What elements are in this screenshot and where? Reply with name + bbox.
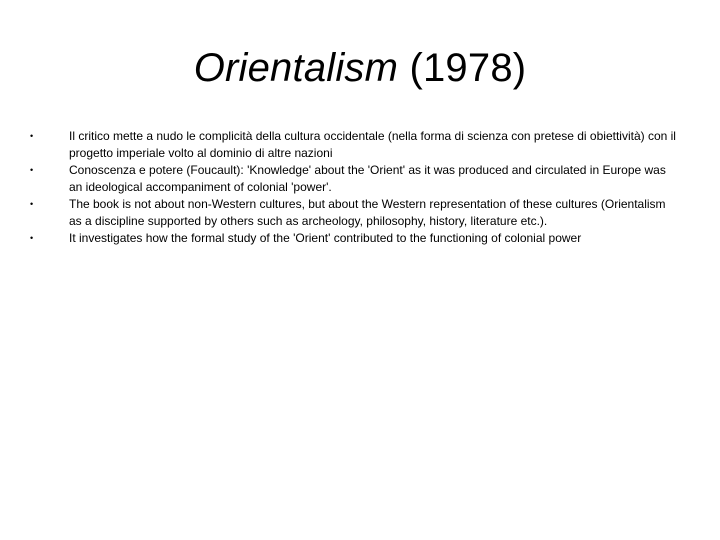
bullet-dot-icon: • [30,233,34,243]
bullet-text: It investigates how the formal study of the 'Orient' contributed to the functioning of colonial power [69,231,582,245]
bullet-dot-icon: • [30,165,34,175]
bullet-item [30,196,680,230]
bullet-item [30,128,680,162]
slide-title-year: (1978) [398,46,527,90]
bullet-text: Conoscenza e potere (Foucault): 'Knowledge' about the 'Orient' as it was produced and circulated in Europe was an ideological accompaniment of colonial 'power'. [69,163,666,194]
slide-title [0,44,720,92]
bullet-text: Il critico mette a nudo le complicità della cultura occidentale (nella forma di scienza con pretese di obiettività) con il progetto imperiale volto al dominio di altre nazioni [69,129,676,160]
slide-title-italic: Orientalism [193,46,399,90]
bullet-item [30,162,680,196]
bullet-text: The book is not about non-Western cultures, but about the Western representation of these cultures (Orientalism as a discipline supported by others such as archeology, philosophy, history, literature etc.). [69,197,666,228]
bullet-dot-icon: • [30,131,34,141]
bullet-item [30,230,680,247]
bullet-dot-icon: • [30,199,34,209]
bullet-list [30,128,680,247]
